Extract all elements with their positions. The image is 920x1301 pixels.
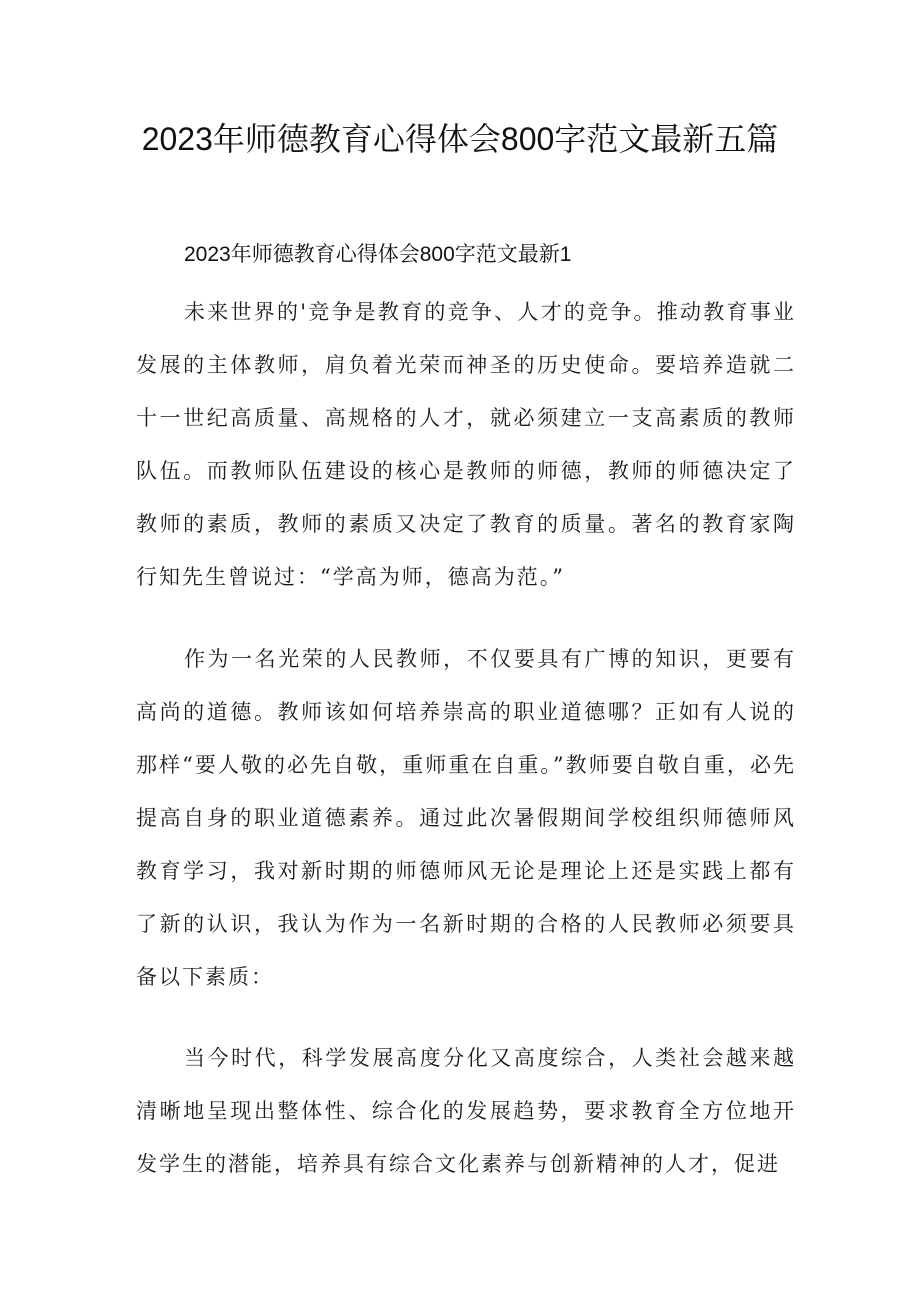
body-paragraph: 未来世界的'竞争是教育的竞争、人才的竞争。推动教育事业发展的主体教师，肩负着光荣而神圣的历史使命。要培养造就二十一世纪高质量、高规格的人才，就必须建立一支高素质的教师队伍。而教师队伍建设的核心是教师的师德，教师的师德决定了教师的素质，教师的素质又决定了教育的质量。著名的教育家陶行知先生曾说过：“学高为师，德高为范。” [136, 300, 796, 589]
body-paragraph: 作为一名光荣的人民教师，不仅要具有广博的知识，更要有高尚的道德。教师该如何培养崇高的职业道德哪？正如有人说的那样“要人敬的必先自敬，重师重在自重。”教师要自敬自重，必先提高自身的职业道德素养。通过此次暑假期间学校组织师德师风教育学习，我对新时期的师德师风无论是理论上还是实践上都有了新的认识，我认为作为一名新时期的合格的人民教师必须要具备以下素质： [136, 647, 796, 989]
section-heading: 2023年师德教育心得体会800字范文最新1 [184, 243, 572, 266]
document-title: 2023年师德教育心得体会800字范文最新五篇 [141, 121, 779, 157]
body-paragraph: 当今时代，科学发展高度分化又高度综合，人类社会越来越清晰地呈现出整体性、综合化的发展趋势，要求教育全方位地开发学生的潜能，培养具有综合文化素养与创新精神的人才，促进 [136, 1046, 796, 1176]
